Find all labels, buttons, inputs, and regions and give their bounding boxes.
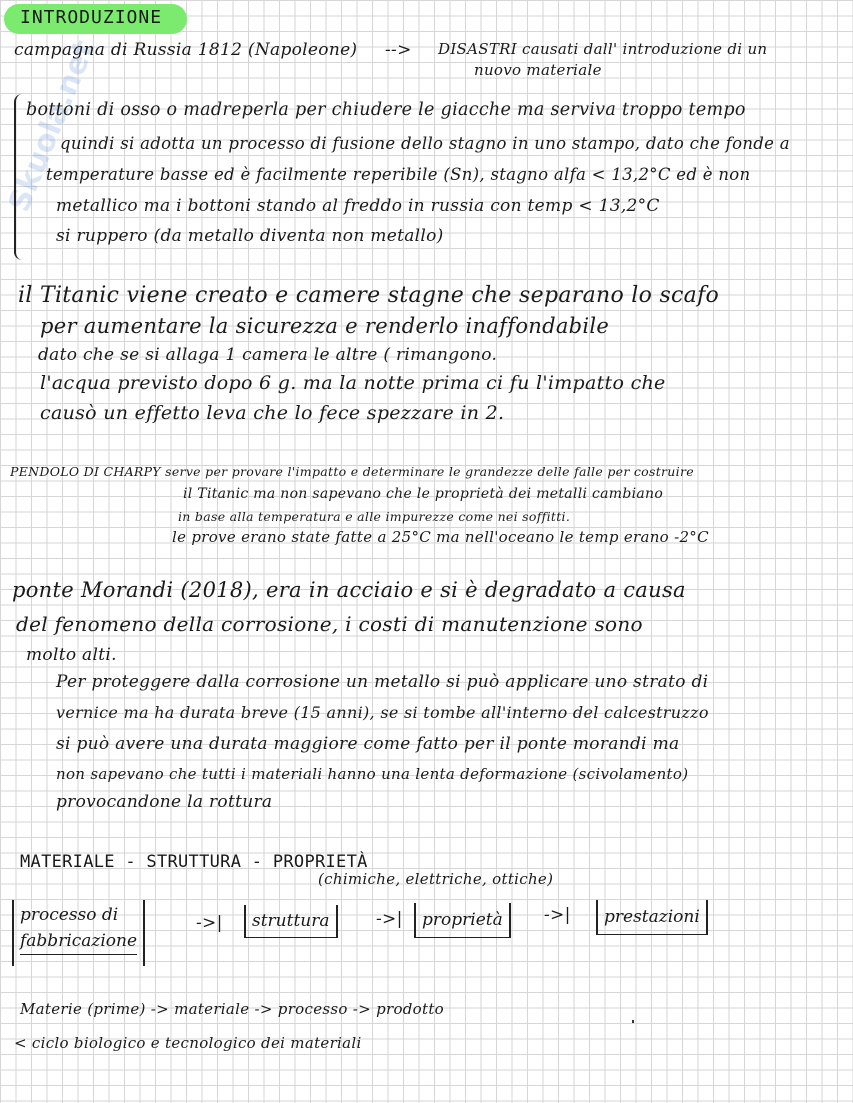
s5-cycle: < ciclo biologico e tecnologico dei materiali (14, 1034, 362, 1052)
s1-para-line3: temperature basse ed è facilmente reperibile (Sn), stagno alfa < 13,2°C ed è non (46, 165, 751, 184)
flow-arrow-2: ->| (376, 909, 403, 929)
flow-box-structure: struttura (244, 905, 338, 938)
s3-line1: PENDOLO DI CHARPY serve per provare l'impatto e determinare le grandezze delle falle per costruire (10, 464, 694, 479)
s2-line4: l'acqua previsto dopo 6 g. ma la notte prima ci fu l'impatto che (40, 372, 666, 394)
s4-line7: non sapevano che tutti i materiali hanno una lenta deformazione (scivolamento) (56, 765, 689, 783)
s1-para-line4: metallico ma i bottoni stando al freddo in russia con temp < 13,2°C (56, 196, 660, 216)
s4-line8: provocandone la rottura (56, 792, 273, 812)
s1-line1-right: DISASTRI causati dall' introduzione di un (438, 40, 768, 58)
flow-box-properties: proprietà (414, 903, 511, 938)
s5-subheading: (chimiche, elettriche, ottiche) (318, 870, 554, 888)
pen-dot (632, 1020, 634, 1023)
flow-box-fabrication-line2: fabbricazione (20, 928, 137, 955)
s4-line4: Per proteggere dalla corrosione un metallo si può applicare uno strato di (56, 672, 709, 692)
flow-box-performance: prestazioni (596, 900, 708, 935)
s3-line3: in base alla temperatura e alle impurezze come nei soffitti. (178, 509, 571, 524)
flow-box-fabrication-line1: processo di (20, 905, 119, 925)
s4-line1: ponte Morandi (2018), era in acciaio e si è degradato a causa (12, 578, 686, 602)
s2-line2: per aumentare la sicurezza e renderlo inaffondabile (40, 314, 610, 338)
s5-chain: Materie (prime) -> materiale -> processo -> prodotto (20, 1000, 444, 1018)
s1-arrow: --> (385, 40, 412, 60)
s1-line2-right: nuovo materiale (474, 61, 602, 79)
s2-line5: causò un effetto leva che lo fece spezzare in 2. (40, 402, 505, 424)
s5-heading: MATERIALE - STRUTTURA - PROPRIETÀ (20, 852, 368, 872)
s1-para-line1: bottoni di osso o madreperla per chiudere le giacche ma serviva troppo tempo (26, 100, 746, 120)
s2-line3: dato che se si allaga 1 camera le altre ( rimangono. (38, 345, 498, 365)
s1-line1-left: campagna di Russia 1812 (Napoleone) (14, 40, 358, 60)
s1-para-line2: quindi si adotta un processo di fusione dello stagno in uno stampo, dato che fonde a (60, 134, 790, 153)
s3-line4: le prove erano state fatte a 25°C ma nell'oceano le temp erano -2°C (172, 528, 709, 546)
page-title: INTRODUZIONE (20, 7, 163, 28)
s2-line1: il Titanic viene creato e camere stagne che separano lo scafo (18, 283, 720, 308)
s4-line2: del fenomeno della corrosione, i costi di manutenzione sono (16, 612, 643, 636)
watermark-logo: Skuola.net (1, 35, 103, 217)
s4-line6: si può avere una durata maggiore come fatto per il ponte morandi ma (56, 734, 680, 754)
s4-line5: vernice ma ha durata breve (15 anni), se si tombe all'interno del calcestruzzo (56, 703, 709, 722)
s1-bracket (14, 94, 26, 260)
s3-line2: il Titanic ma non sapevano che le proprietà dei metalli cambiano (183, 486, 664, 502)
s1-para-line5: si ruppero (da metallo diventa non metallo) (56, 226, 444, 246)
flow-arrow-1: ->| (196, 913, 223, 933)
s4-line3: molto alti. (26, 645, 117, 665)
flow-box-fabrication (12, 900, 145, 966)
flow-arrow-3: ->| (544, 905, 571, 925)
